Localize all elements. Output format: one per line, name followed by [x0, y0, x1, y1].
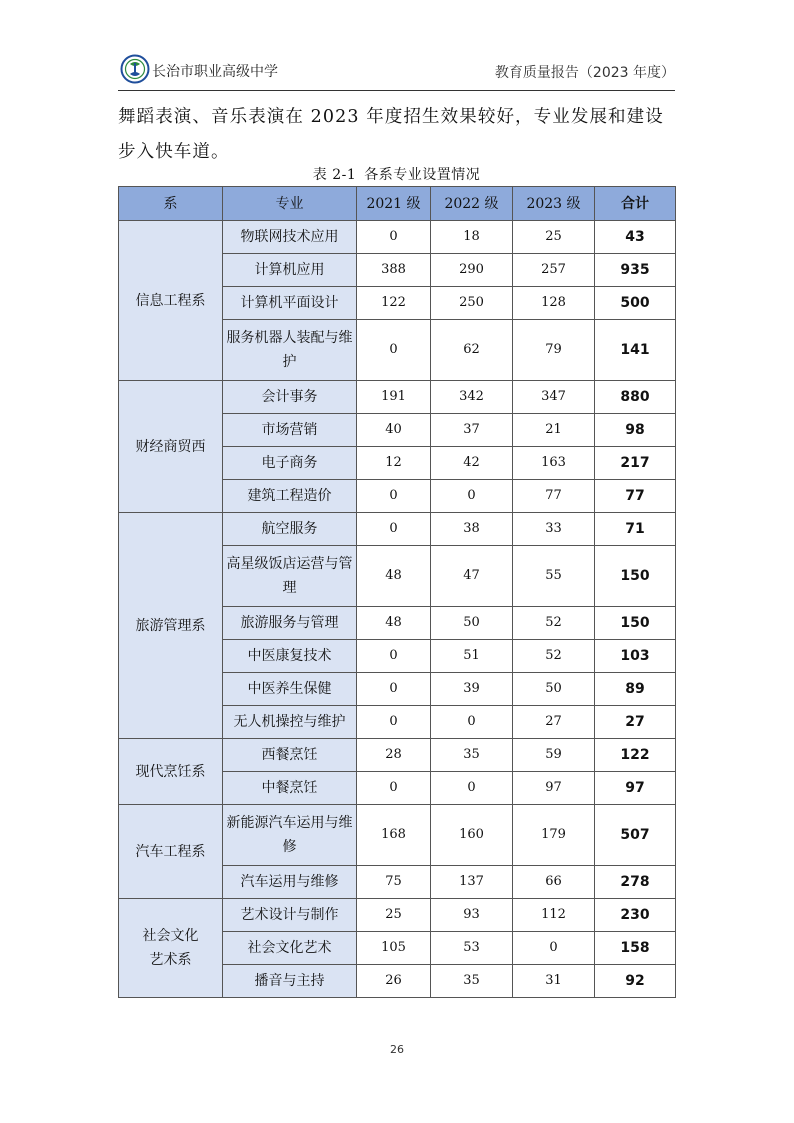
- value-2021: 48: [357, 546, 431, 607]
- value-2022: 35: [431, 739, 513, 772]
- major-cell: 西餐烹饪: [223, 739, 357, 772]
- value-2023: 257: [513, 254, 595, 287]
- major-cell: 物联网技术应用: [223, 221, 357, 254]
- value-2023: 347: [513, 381, 595, 414]
- major-cell: 播音与主持: [223, 965, 357, 998]
- value-total: 89: [595, 673, 676, 706]
- value-2021: 12: [357, 447, 431, 480]
- table-row: [119, 805, 676, 866]
- value-2023: 50: [513, 673, 595, 706]
- value-2023: 128: [513, 287, 595, 320]
- major-cell: 汽车运用与维修: [223, 866, 357, 899]
- value-2021: 0: [357, 221, 431, 254]
- major-cell: 会计事务: [223, 381, 357, 414]
- school-logo-icon: [120, 54, 150, 84]
- value-total: 103: [595, 640, 676, 673]
- value-2021: 25: [357, 899, 431, 932]
- value-2021: 388: [357, 254, 431, 287]
- table-row: [119, 739, 676, 772]
- value-total: 77: [595, 480, 676, 513]
- value-total: 71: [595, 513, 676, 546]
- major-cell: 社会文化艺术: [223, 932, 357, 965]
- major-cell: 中餐烹饪: [223, 772, 357, 805]
- table-row: [119, 381, 676, 414]
- department-cell: 现代烹饪系: [119, 739, 223, 805]
- body-paragraph: 舞蹈表演、音乐表演在 2023 年度招生效果较好，专业发展和建设步入快车道。: [118, 107, 664, 162]
- value-2023: 21: [513, 414, 595, 447]
- table-row: [119, 513, 676, 546]
- value-2023: 52: [513, 640, 595, 673]
- page-number: 26: [390, 1043, 404, 1056]
- value-2021: 105: [357, 932, 431, 965]
- table-row: [119, 221, 676, 254]
- value-2023: 52: [513, 607, 595, 640]
- value-total: 230: [595, 899, 676, 932]
- value-2023: 66: [513, 866, 595, 899]
- value-2021: 0: [357, 706, 431, 739]
- value-2021: 28: [357, 739, 431, 772]
- value-2021: 0: [357, 480, 431, 513]
- major-cell: 旅游服务与管理: [223, 607, 357, 640]
- value-2022: 0: [431, 772, 513, 805]
- value-2023: 31: [513, 965, 595, 998]
- value-2022: 160: [431, 805, 513, 866]
- value-total: 27: [595, 706, 676, 739]
- header-major: 专业: [223, 187, 357, 221]
- value-2022: 93: [431, 899, 513, 932]
- major-cell: 航空服务: [223, 513, 357, 546]
- department-cell: 社会文化艺术系: [119, 899, 223, 998]
- value-total: 217: [595, 447, 676, 480]
- value-2023: 163: [513, 447, 595, 480]
- table-caption-text: 各系专业设置情况: [364, 167, 481, 183]
- value-2022: 290: [431, 254, 513, 287]
- value-2022: 37: [431, 414, 513, 447]
- value-2023: 55: [513, 546, 595, 607]
- major-cell: 新能源汽车运用与维修: [223, 805, 357, 866]
- table-caption: [118, 164, 675, 184]
- value-total: 43: [595, 221, 676, 254]
- value-2022: 42: [431, 447, 513, 480]
- value-2022: 342: [431, 381, 513, 414]
- value-2023: 25: [513, 221, 595, 254]
- major-cell: 计算机平面设计: [223, 287, 357, 320]
- value-total: 98: [595, 414, 676, 447]
- value-2022: 0: [431, 706, 513, 739]
- value-2021: 191: [357, 381, 431, 414]
- value-2021: 0: [357, 513, 431, 546]
- value-total: 92: [595, 965, 676, 998]
- header-2023: 2023 级: [513, 187, 595, 221]
- value-2023: 33: [513, 513, 595, 546]
- major-cell: 无人机操控与维护: [223, 706, 357, 739]
- table-row: [119, 899, 676, 932]
- header-2022: 2022 级: [431, 187, 513, 221]
- value-total: 500: [595, 287, 676, 320]
- value-total: 880: [595, 381, 676, 414]
- major-cell: 中医康复技术: [223, 640, 357, 673]
- table-body: [119, 221, 676, 998]
- major-cell: 服务机器人装配与维护: [223, 320, 357, 381]
- value-2023: 112: [513, 899, 595, 932]
- major-cell: 计算机应用: [223, 254, 357, 287]
- value-2023: 179: [513, 805, 595, 866]
- value-total: 141: [595, 320, 676, 381]
- header-2021: 2021 级: [357, 187, 431, 221]
- department-cell: 信息工程系: [119, 221, 223, 381]
- value-2021: 75: [357, 866, 431, 899]
- header-dept: 系: [119, 187, 223, 221]
- value-total: 158: [595, 932, 676, 965]
- value-2022: 62: [431, 320, 513, 381]
- major-cell: 高星级饭店运营与管理: [223, 546, 357, 607]
- value-2023: 79: [513, 320, 595, 381]
- report-title: 教育质量报告（2023 年度）: [494, 65, 675, 81]
- value-2021: 0: [357, 640, 431, 673]
- value-2022: 39: [431, 673, 513, 706]
- value-2022: 250: [431, 287, 513, 320]
- value-2021: 122: [357, 287, 431, 320]
- major-cell: 中医养生保健: [223, 673, 357, 706]
- value-total: 935: [595, 254, 676, 287]
- value-2022: 38: [431, 513, 513, 546]
- value-2022: 47: [431, 546, 513, 607]
- value-total: 122: [595, 739, 676, 772]
- value-2021: 40: [357, 414, 431, 447]
- page-header: [118, 52, 675, 91]
- department-cell: 汽车工程系: [119, 805, 223, 899]
- majors-table: [118, 186, 676, 998]
- department-cell: 财经商贸西: [119, 381, 223, 513]
- department-cell: 旅游管理系: [119, 513, 223, 739]
- value-total: 507: [595, 805, 676, 866]
- value-2021: 26: [357, 965, 431, 998]
- value-total: 150: [595, 607, 676, 640]
- value-2022: 0: [431, 480, 513, 513]
- value-2022: 51: [431, 640, 513, 673]
- value-2022: 35: [431, 965, 513, 998]
- major-cell: 市场营销: [223, 414, 357, 447]
- value-total: 97: [595, 772, 676, 805]
- table-caption-number: 表 2-1: [312, 167, 357, 183]
- value-2023: 27: [513, 706, 595, 739]
- value-2023: 59: [513, 739, 595, 772]
- value-2021: 0: [357, 772, 431, 805]
- value-2021: 48: [357, 607, 431, 640]
- value-2022: 18: [431, 221, 513, 254]
- school-name: 长治市职业高级中学: [152, 64, 278, 80]
- value-2023: 77: [513, 480, 595, 513]
- value-total: 278: [595, 866, 676, 899]
- value-2022: 50: [431, 607, 513, 640]
- major-cell: 艺术设计与制作: [223, 899, 357, 932]
- major-cell: 建筑工程造价: [223, 480, 357, 513]
- value-2023: 0: [513, 932, 595, 965]
- header-total: 合计: [595, 187, 676, 221]
- value-2022: 53: [431, 932, 513, 965]
- value-2021: 0: [357, 673, 431, 706]
- value-total: 150: [595, 546, 676, 607]
- value-2021: 0: [357, 320, 431, 381]
- major-cell: 电子商务: [223, 447, 357, 480]
- value-2021: 168: [357, 805, 431, 866]
- value-2022: 137: [431, 866, 513, 899]
- value-2023: 97: [513, 772, 595, 805]
- table-header-row: [119, 187, 676, 221]
